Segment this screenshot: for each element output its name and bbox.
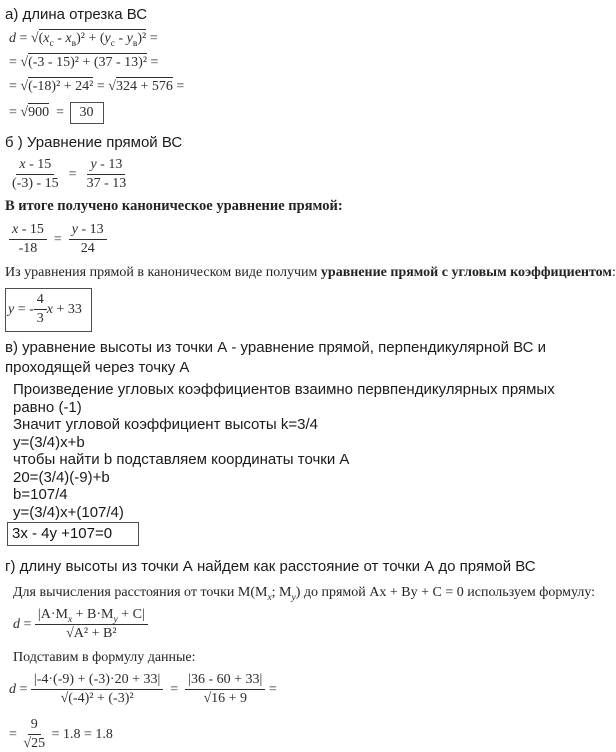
equals-sign: = — [53, 231, 62, 247]
sqrt-sign: √ — [30, 31, 39, 46]
formula-bc-canonical-final — [9, 222, 594, 257]
sqrt-sign: √ — [20, 79, 29, 94]
radicand: 16 + 9 — [211, 691, 248, 706]
formula-distance-step1: = √(-3 - 15)² + (37 - 13)² = — [9, 55, 159, 70]
formula-distance-calculation: d = $\frac{|-4\cdot(-9) + (-3)\cdot 20 + 33|}{\text{√(-4)² + (-3)²}}$ = $\frac{|36 - 60 + 33|}{√16 + 9}$ = — [9, 672, 277, 706]
text-line-slope-k: Значит угловой коэффициент высоты k=3/4 — [13, 416, 318, 433]
text-line-find-b: чтобы найти b подставляем координаты точки А — [13, 451, 350, 468]
text-line-altitude-eq: y=(3/4)x+(107/4) — [13, 503, 124, 521]
fraction: $\frac{|36 - 60 + 33|}{√16 + 9}$ — [185, 672, 265, 707]
sqrt-sign: √ — [20, 105, 29, 120]
fraction: $\frac{|A\cdot M_x + B\cdot M_y + C|}{\text{√A² + B²}}$ — [35, 607, 148, 642]
section-a-heading: а) длина отрезка ВС — [5, 6, 148, 23]
text-line-y-form: y=(3/4)x+b — [13, 433, 85, 451]
var-d: d — [9, 31, 16, 46]
sqrt-sign: √ — [20, 55, 29, 70]
boxed-slope-equation: y = - $\frac{4}{3}$ x + 33 — [5, 288, 92, 332]
boxed-answer-30: 30 — [70, 102, 104, 124]
slope-intro-line: Из уравнения прямой в каноническом виде получим уравнение прямой с угловым коэффициентом: — [5, 265, 616, 280]
substitute-label: Подставим в формулу данные: — [13, 650, 196, 665]
equals-sign: = — [170, 681, 179, 697]
fraction: $\frac{x - 15}{-18}$ — [9, 222, 47, 257]
radicand: (-3 - 15)² + (37 - 13)² — [28, 55, 148, 70]
section-v-heading: в) уравнение высоты из точки А - уравнение прямой, перпендикулярной ВС и проходящей через точку А — [5, 339, 546, 376]
boxed-altitude-equation-row — [7, 522, 594, 546]
var-d: d — [9, 681, 16, 697]
text-line-product-of-slopes: Произведение угловых коэффициентов взаимно первпендикулярных прямых равно (-1) — [13, 381, 555, 416]
canonical-conclusion-label: В итоге получено каноническое уравнение прямой: — [5, 198, 343, 214]
sqrt-sign: √ — [203, 691, 212, 706]
section-g-heading: г) длину высоты из точки А найдем как расстояние от точки А до прямой ВС — [5, 558, 536, 575]
formula-distance-general: $d = √(x_с - x_в)^2 + (y_с - y_в)^2$ = — [9, 31, 158, 49]
formula-point-line-distance: d = $\frac{|A\cdot M_x + B\cdot M_y + C|}{\text{√A² + B²}}$ — [13, 607, 594, 642]
fraction: $\frac{9}{√25}$ — [23, 717, 46, 751]
sqrt-sign: √ — [60, 691, 69, 706]
var-d: d — [13, 616, 20, 632]
formula-final-result: = $\frac{9}{√25}$ = 1.8 = 1.8 — [9, 717, 113, 751]
radicand: (-18)² + 24² — [28, 79, 94, 94]
sqrt-sign: √ — [66, 626, 74, 641]
formula-bc-canonical-raw — [9, 157, 594, 192]
slope-intro-bold: уравнение прямой с угловым коэффициентом — [320, 265, 612, 280]
radicand: 900 — [28, 105, 50, 120]
radicand: 324 + 576 — [115, 79, 173, 94]
distance-formula-intro: Для вычисления расстояния от точки $M(M_x$; $M_y$) до прямой Ax + By + C = 0 используем формулу: — [13, 585, 596, 603]
radicand: (-4)² + (-3)² — [68, 691, 134, 706]
formula-distance-step2: = √(-18)² + 24² = √324 + 576 = — [9, 79, 185, 94]
text-line-subst-a: 20=(3/4)(-9)+b — [13, 468, 110, 486]
text-line-b-value: b=107/4 — [13, 486, 68, 503]
fraction: $\frac{|-4\cdot(-9) + (-3)\cdot 20 + 33|}{\text{√(-4)² + (-3)²}}$ — [31, 672, 163, 707]
fraction: $\frac{y - 13}{37 - 13}$ — [86, 157, 127, 191]
radicand: A² + B² — [73, 626, 117, 641]
section-b-heading: б ) Уравнение прямой ВС — [5, 134, 183, 151]
equals-sign: = — [68, 166, 77, 182]
fraction: $\frac{4}{3}$ — [34, 292, 47, 327]
radicand: $(x_с - x_в)^2 + (y_с - y_в)^2$ — [38, 31, 147, 49]
sqrt-sign: √ — [108, 79, 116, 94]
formula-distance-result: = √900 = 30 — [9, 102, 594, 124]
fraction: $\frac{y - 13}{24}$ — [69, 222, 107, 257]
fraction: $\frac{x - 15}{(-3) - 15}$ — [12, 157, 59, 191]
boxed-altitude-equation: 3x - 4y +107=0 — [7, 522, 139, 546]
boxed-slope-equation-row — [5, 288, 594, 332]
